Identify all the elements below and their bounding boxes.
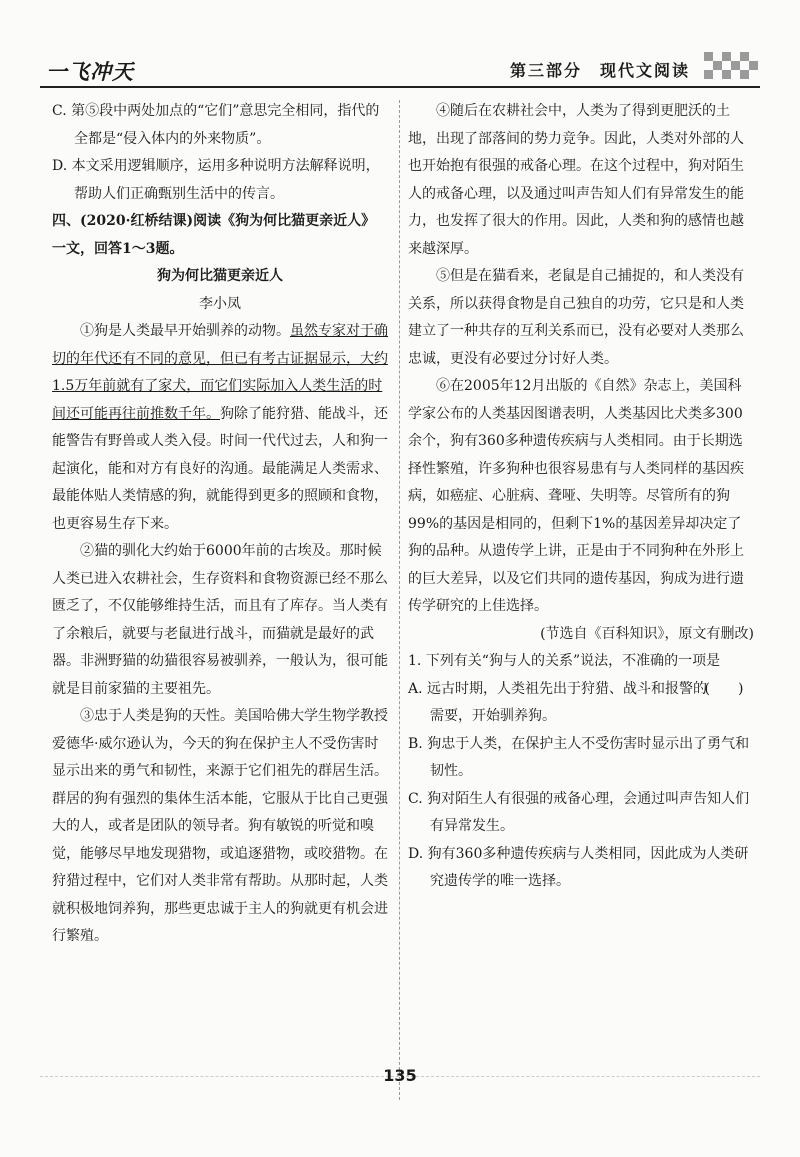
answer-blank[interactable]: ( ): [704, 680, 744, 697]
paragraph-5: ⑤但是在猫看来，老鼠是自己捕捉的，和人类没有关系，所以获得食物是自己独自的功劳，它只是和人类建立了一种共存的互利关系而已，没有必要对人类那么忠诚，更没有必要过分讨好人类。: [408, 268, 744, 367]
question-1-stem: [408, 648, 754, 697]
p1-underlined: 虽然专家对于确切的年代还有不同的意见，但已有考古证据显示，大约1.5万年前就有了家犬，而它们实际加入人类生活的时间还可能再往前推数千年。: [52, 323, 388, 422]
article-title: 狗为何比猫更亲近人: [157, 268, 283, 284]
article-author: 李小凤: [199, 295, 241, 312]
paragraph-4: ④随后在农耕社会中，人类为了得到更肥沃的土地，出现了部落间的势力竞争。因此，人类对外部的人也开始抱有很强的戒备心理。在这个过程中，狗对陌生人的戒备心理，以及通过叫声告知人们有异常发生的能力，也发挥了很大的作用。因此，人类和狗的感情也越来越深厚。: [408, 103, 744, 257]
paragraph-3: ③忠于人类是狗的天性。美国哈佛大学生物学教授爱德华·威尔逊认为，今天的狗在保护主人不受伤害时显示出来的勇气和韧性，来源于它们祖先的群居生活。群居的狗有强烈的集体生活本能，它服从于比自己更强大的人，或者是团队的领导者。狗有敏锐的听觉和嗅觉，能够尽早地发现猎物，或追逐猎物，或咬猎物。在狩猎过程中，它们对人类非常有帮助。从那时起，人类就积极地饲养狗，那些更忠诚于主人的狗就更有机会进行繁殖。: [52, 708, 388, 944]
right-column: [408, 98, 754, 896]
left-column: [52, 98, 388, 951]
source-note: (节选自《百科知识》，原文有删改): [540, 625, 754, 642]
option-c-prev: C. 第⑤段中两处加点的“它们”意思完全相同，指代的全都是“侵入体内的外来物质”。: [52, 103, 380, 147]
column-divider: [399, 100, 400, 1100]
header-rule: [40, 86, 760, 88]
paragraph-2: ②猫的驯化大约始于6000年前的古埃及。那时候人类已进入农耕社会，生存资料和食物资源已经不那么匮乏了，不仅能够维持生活，而且有了库存。当人类有了余粮后，就要与老鼠进行战斗，而猫就是最好的武器。非洲野猫的幼猫很容易被驯养，一般认为，很可能就是目前家猫的主要祖先。: [52, 543, 388, 697]
q1-option-a: A. 远古时期，人类祖先出于狩猎、战斗和报警的需要，开始驯养狗。: [408, 680, 708, 724]
option-d-prev: D. 本文采用逻辑顺序，运用多种说明方法解释说明，帮助人们正确甄别生活中的传言。: [52, 158, 380, 202]
p1-start: ①狗是人类最早开始驯养的动物。: [80, 323, 290, 339]
q1-stem-text: 1. 下列有关“狗与人的关系”说法，不准确的一项是: [408, 653, 721, 669]
q1-option-b: B. 狗忠于人类，在保护主人不受伤害时显示出了勇气和韧性。: [408, 735, 750, 779]
paragraph-1: [52, 318, 388, 538]
q1-option-d: D. 狗有360多种遗传疾病与人类相同，因此成为人类研究遗传学的唯一选择。: [408, 845, 749, 889]
paragraph-6: ⑥在2005年12月出版的《自然》杂志上，美国科学家公布的人类基因图谱表明，人类基因比犬类多300余个，狗有360多种遗传疾病与人类相同。由于长期选择性繁殖，许多狗种也很容易患有与人类同样的基因疾病，如癌症、心脏病、聋哑、失明等。尽管所有的狗99%的基因是相同的，但剩下1%的基因差异却决定了狗的品种。从遗传学上讲，正是由于不同狗种在外形上的巨大差异，以及它们共同的遗传基因，狗成为进行遗传学研究的上佳选择。: [408, 378, 744, 614]
section-title: 第三部分 现代文阅读: [509, 61, 690, 80]
brand-logo: 一飞冲天: [46, 60, 134, 84]
question-intro: 四、(2020·红桥结课)阅读《狗为何比猫更亲近人》一文，回答1～3题。: [52, 213, 376, 257]
page-number: 135: [383, 1066, 417, 1085]
p1-end: 狗除了能狩猎、能战斗，还能警告有野兽或人类入侵。时间一代代过去，人和狗一起演化，能和对方有良好的沟通。最能满足人类需求、最能体贴人类情感的狗，就能得到更多的照顾和食物，也更容易生存下来。: [52, 405, 388, 532]
page-header: [40, 50, 760, 86]
checker-decoration: [704, 52, 760, 82]
q1-option-c: C. 狗对陌生人有很强的戒备心理，会通过叫声告知人们有异常发生。: [408, 790, 750, 834]
